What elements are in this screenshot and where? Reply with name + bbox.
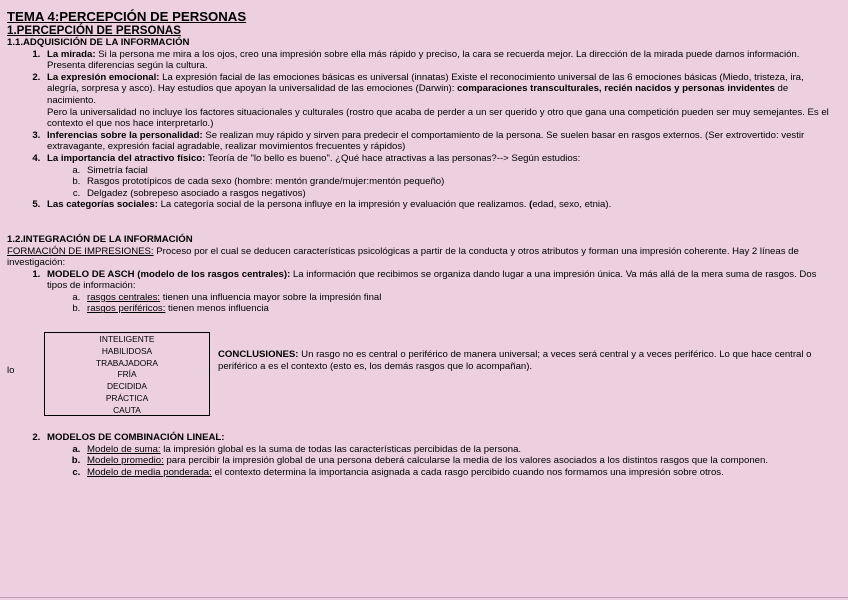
conclusion-text: CONCLUSIONES: Un rasgo no es central o periférico de manera universal; a veces será central y a veces periférico. Lo que hace central o periférico a es el contexto (esto es, los demás rasgos que lo acompañan). xyxy=(218,349,812,372)
list-item-categorias: 5. Las categorías sociales: La categoría social de la persona influye en la impresión y evaluación que realizamos. (edad, sexo, etnia). xyxy=(43,199,838,211)
sublist-item: b. Rasgos prototípicos de cada sexo (hombre: mentón grande/mujer:mentón pequeño) xyxy=(83,176,838,188)
trait-label: FRÍA xyxy=(117,369,137,380)
page-bottom-divider xyxy=(0,597,848,598)
sublist-item: b. rasgos periféricos: tienen menos influencia xyxy=(83,303,838,315)
document-title: TEMA 4:PERCEPCIÓN DE PERSONAS xyxy=(7,9,247,24)
asch-example xyxy=(7,332,838,418)
traits-box xyxy=(44,332,210,416)
lineal-sublist xyxy=(47,444,838,479)
sublist-item: c. Modelo de media ponderada: el contexto determina la importancia asignada a cada rasgo percibido cuando nos formamos una impresión sobre otros. xyxy=(83,467,838,479)
trait-label: TRABAJADORA xyxy=(96,357,158,368)
list-item-mirada: 1. La mirada: Si la persona me mira a los ojos, creo una impresión sobre ella más rápido y preciso, la cara se recuerda mejor. La dirección de la mirada puede darnos información. Presenta diferencias según la cultura. xyxy=(43,49,838,72)
integration-list-1 xyxy=(7,269,838,315)
list-item-expresion: 2. La expresión emocional: La expresión facial de las emociones básicas es universal (innatas) Existe el reconocimiento universal de las 6 emociones básicas (Miedo, tristeza, ira, alegría, sorpresa y asco). Hay estudios que apoyan la universalidad de las emociones (Darwin): comparaciones transculturales, recién nacidos y personas invidentes de nacimiento. Pero la universalidad no incluye los factores situacionales y culturales (rostro que acaba de perder a un ser querido y otro que gana una competición pueden ser muy semejantes. Es el contexto el que nos hace interpretarlo.) xyxy=(43,72,838,130)
section-1-1-heading: 1.1.ADQUISICIÓN DE LA INFORMACIÓN xyxy=(7,37,190,48)
impresiones-intro: FORMACIÓN DE IMPRESIONES: Proceso por el cual se deducen características psicológicas a partir de la conducta y otros atributos y forman una impresión coherente. Hay 2 líneas de investigación: xyxy=(7,245,799,269)
sublist-item: a. Modelo de suma: la impresión global es la suma de todas las características percibidas de la persona. xyxy=(83,444,838,456)
trait-label: INTELIGENTE xyxy=(99,334,155,345)
atractivo-sublist xyxy=(47,165,838,200)
integration-list-2 xyxy=(7,432,838,478)
sublist-item: a. rasgos centrales: tienen una influencia mayor sobre la impresión final xyxy=(83,292,838,304)
asch-sublist xyxy=(47,292,838,315)
list-item-atractivo: 4. La importancia del atractivo físico: Teoría de "lo bello es bueno". ¿Qué hace atractivas a las personas?--> Según estudios: a. Simetría facial b. Rasgos prototípicos de cada sexo (hombre: mentón grande/mujer:mentón pequeño) c. Delgadez (sobrepeso asociado a rasgos negativos) xyxy=(43,153,838,199)
expresion-paragraph: Pero la universalidad no incluye los factores situacionales y culturales (rostro que acaba de perder a un ser querido y otro que gana una competición pueden ser muy semejantes. Es el contexto el que nos hace interpretarlo.) xyxy=(47,106,829,130)
section-1-title: 1.PERCEPCIÓN DE PERSONAS xyxy=(7,24,181,37)
trait-label: DECIDIDA xyxy=(106,381,148,392)
stray-text: lo xyxy=(7,365,15,377)
list-item-lineal: 2. MODELOS DE COMBINACIÓN LINEAL: a. Modelo de suma: la impresión global es la suma de todas las características percibidas de la persona. b. Modelo promedio: para percibir la impresión global de una persona deberá calcularse la media de los valores asociados a los distintos rasgos que la componen. c. Modelo de media ponderada: el contexto determina la importancia asignada a cada rasgo percibido cuando nos formamos una impresión sobre otros. xyxy=(43,432,838,478)
trait-label: HABILIDOSA xyxy=(101,345,153,356)
trait-label: PRÁCTICA xyxy=(105,393,149,404)
sublist-item: c. Delgadez (sobrepeso asociado a rasgos negativos) xyxy=(83,188,838,200)
list-item-asch: 1. MODELO DE ASCH (modelo de los rasgos centrales): La información que recibimos se organiza dando lugar a una impresión única. Va más allá de la mera suma de rasgos. Dos tipos de información: a. rasgos centrales: tienen una influencia mayor sobre la impresión final b. rasgos periféricos: tienen menos influencia xyxy=(43,269,838,315)
acquisition-list xyxy=(7,49,838,211)
sublist-item: a. Simetría facial xyxy=(83,165,838,177)
sublist-item: b. Modelo promedio: para percibir la impresión global de una persona deberá calcularse la media de los valores asociados a los distintos rasgos que la componen. xyxy=(83,455,838,467)
trait-label: CAUTA xyxy=(113,404,141,415)
list-item-inferencias: 3. Inferencias sobre la personalidad: Se realizan muy rápido y sirven para predecir el comportamiento de la persona. Se suelen basar en rasgos externos. (Ser extrovertido: vestir extravagante, expresión facial agradable, realizar movimientos frecuentes y rápidos) xyxy=(43,130,838,153)
section-1-2-heading: 1.2.INTEGRACIÓN DE LA INFORMACIÓN xyxy=(7,233,193,245)
